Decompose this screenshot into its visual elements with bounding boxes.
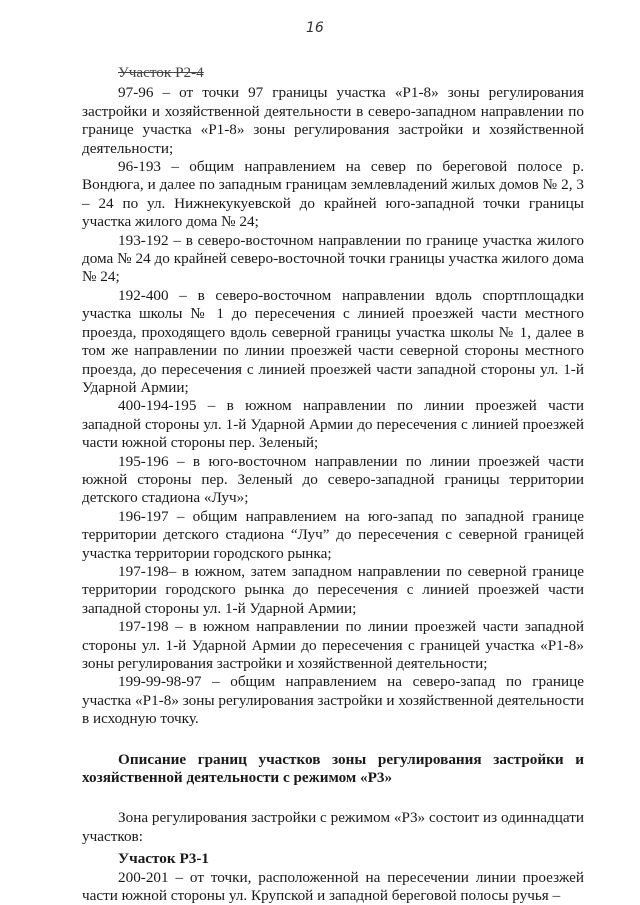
intro-text: Зона регулирования застройки с режимом «Р3» состоит из одиннадцати участков: bbox=[82, 809, 584, 845]
boundary-paragraph-8: 197-198– в южном, затем западном направлении по северной границе территории городского рынка до пересечения с линией проезжей части западной стороны ул. 1-й Ударной Армии; bbox=[82, 562, 584, 617]
boundary-paragraph-4: 192-400 – в северо-восточном направлении вдоль спортплощадки участка школы № 1 до пересечения с линией проезжей части местного проезда, проходящего вдоль северной границы участка школы № 1, далее в том же направлении по линии проезжей части северной стороны местного проезда, до пересечения с линией проезжей части западной стороны ул. 1-й Ударной Армии; bbox=[82, 286, 584, 396]
p3-boundary-paragraph: 200-201 – от точки, расположенной на пересечении линии проезжей части южной стороны ул. Крупской и западной береговой полосы ручья – bbox=[82, 868, 584, 905]
boundary-paragraph-2: 96-193 – общим направлением на север по береговой полосе р. Вондюга, и далее по западным границам землевладений жилых домов № 2, 3 – 24 по ул. Нижнекукуевской до крайней юго-западной точки границы участка жилого дома № 24; bbox=[82, 158, 584, 231]
boundary-paragraph-3: 193-192 – в северо-восточном направлении по границе участка жилого дома № 24 до крайней северо-восточной точки границы участка жилого дома № 24; bbox=[82, 231, 584, 286]
boundary-paragraph-7: 196-197 – общим направлением на юго-запад по западной границе территории детского стадиона “Луч” до пересечения с северной границей участка территории городского рынка; bbox=[82, 507, 584, 562]
boundary-paragraph-5: 400-194-195 – в южном направлении по линии проезжей части западной стороны ул. 1-й Ударной Армии до пересечения с линией проезжей части южной стороны пер. Зеленый; bbox=[82, 397, 584, 452]
boundary-paragraph-9: 197-198 – в южном направлении по линии проезжей части западной стороны ул. 1-й Ударной Армии до пересечения с границей участка «Р1-8» зоны регулирования застройки и хозяйственной деятельности; bbox=[82, 618, 584, 672]
section-p3-heading: Участок Р3-1 bbox=[118, 850, 209, 868]
section-p2-heading: Участок Р2-4 bbox=[118, 64, 204, 81]
page-number: 16 bbox=[306, 20, 324, 36]
document-body bbox=[82, 64, 584, 905]
boundary-paragraph-1: 97-96 – от точки 97 границы участка «Р1-8» зоны регулирования застройки и хозяйственной деятельности в северо-западном направлении по границе участка «Р1-8» зоны регулирования застройки и хозяйственной деятельности; bbox=[82, 84, 584, 157]
section-title: Описание границ участков зоны регулирования застройки и хозяйственной деятельности с режимом «Р3» bbox=[82, 750, 584, 787]
boundary-paragraph-6: 195-196 – в юго-восточном направлении по линии проезжей части южной стороны пер. Зеленый до северо-западной границы территории детского стадиона «Луч»; bbox=[82, 452, 584, 507]
boundary-paragraph-10: 199-99-98-97 – общим направлением на северо-запад по границе участка «Р1-8» зоны регулирования застройки и хозяйственной деятельности в исходную точку. bbox=[82, 673, 584, 728]
